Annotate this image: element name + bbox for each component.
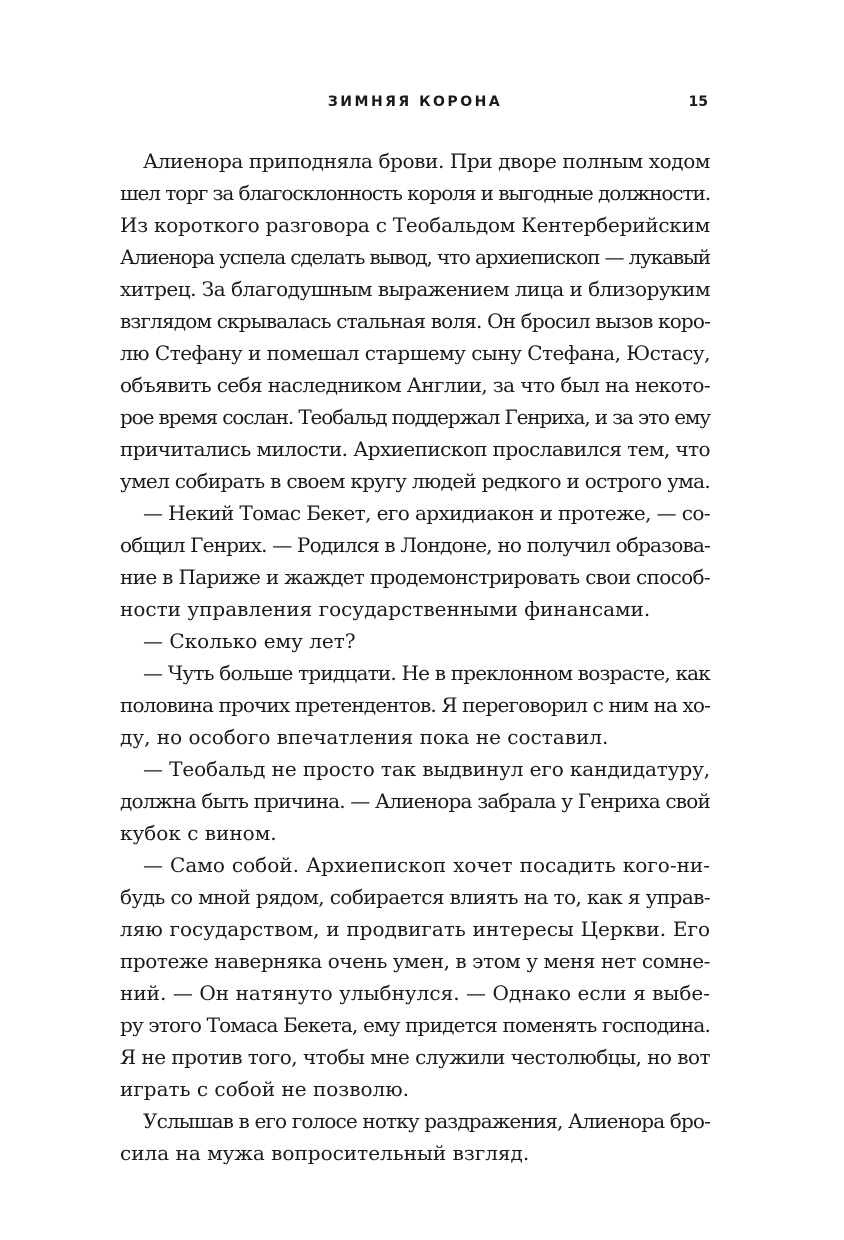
paragraph xyxy=(120,497,710,625)
text-line: должна быть причина. — Алиенора забрала у Генриха свой xyxy=(120,789,710,813)
paragraph xyxy=(120,145,710,497)
text-line: играть с собой не позволю. xyxy=(120,1077,409,1101)
text-line: сила на мужа вопросительный взгляд. xyxy=(120,1141,530,1165)
text-line: — Само собой. Архиепископ хочет посадить кого-ни- xyxy=(143,853,710,877)
text-line: — Некий Томас Бекет, его архидиакон и протеже, — со- xyxy=(143,501,710,525)
text-line: взглядом скрывалась стальная воля. Он бросил вызов коро- xyxy=(120,309,711,333)
text-line: Я не против того, чтобы мне служили честолюбцы, но вот xyxy=(120,1045,710,1069)
text-line: общил Генрих. — Родился в Лондоне, но получил образова- xyxy=(120,533,710,557)
text-line: Алиенора приподняла брови. При дворе полным ходом xyxy=(143,149,710,173)
text-line: ние в Париже и жаждет продемонстрировать свои способ- xyxy=(120,565,710,589)
text-line: Услышав в его голосе нотку раздражения, Алиенора бро- xyxy=(143,1109,710,1133)
paragraph xyxy=(120,657,710,753)
text-line: ду, но особого впечатления пока не составил. xyxy=(120,725,609,749)
body-text xyxy=(120,145,710,1169)
text-line: протеже наверняка очень умен, в этом у меня нет сомне- xyxy=(120,949,710,973)
text-line: — Сколько ему лет? xyxy=(143,629,356,653)
text-line: половина прочих претендентов. Я переговорил с ним на хо- xyxy=(120,693,711,717)
text-line: кубок с вином. xyxy=(120,821,277,845)
text-line: ности управления государственными финансами. xyxy=(120,597,651,621)
text-line: хитрец. За благодушным выражением лица и близоруким xyxy=(120,277,710,301)
text-line: будь со мной рядом, собирается влиять на то, как я управ- xyxy=(120,885,710,909)
text-line: ляю государством, и продвигать интересы Церкви. Его xyxy=(120,917,710,941)
paragraph xyxy=(120,625,710,657)
text-line: Алиенора успела сделать вывод, что архиепископ — лукавый xyxy=(120,245,710,269)
text-line: Из короткого разговора с Теобальдом Кентерберийским xyxy=(120,213,710,237)
text-line: рое время сослан. Теобальд поддержал Генриха, и за это ему xyxy=(120,405,710,429)
text-line: ру этого Томаса Бекета, ему придется поменять господина. xyxy=(120,1013,710,1037)
paragraph xyxy=(120,753,710,849)
text-line: объявить себя наследником Англии, за что был на некото- xyxy=(120,373,710,397)
text-line: ний. — Он натянуто улыбнулся. — Однако если я выбе- xyxy=(120,981,710,1005)
running-head xyxy=(120,94,710,116)
text-line: шел торг за благосклонность короля и выгодные должности. xyxy=(120,181,710,205)
text-line: — Чуть больше тридцати. Не в преклонном возрасте, как xyxy=(143,661,710,685)
text-line: причитались милости. Архиепископ прославился тем, что xyxy=(120,437,710,461)
text-line: умел собирать в своем кругу людей редкого и острого ума. xyxy=(120,469,711,493)
paragraph xyxy=(120,1105,710,1169)
book-title: ЗИМНЯЯ КОРОНА xyxy=(327,94,503,110)
text-line: лю Стефану и помешал старшему сыну Стефана, Юстасу, xyxy=(120,341,710,365)
page-number: 15 xyxy=(688,94,708,110)
text-line: — Теобальд не просто так выдвинул его кандидатуру, xyxy=(143,757,710,781)
paragraph xyxy=(120,849,710,1105)
